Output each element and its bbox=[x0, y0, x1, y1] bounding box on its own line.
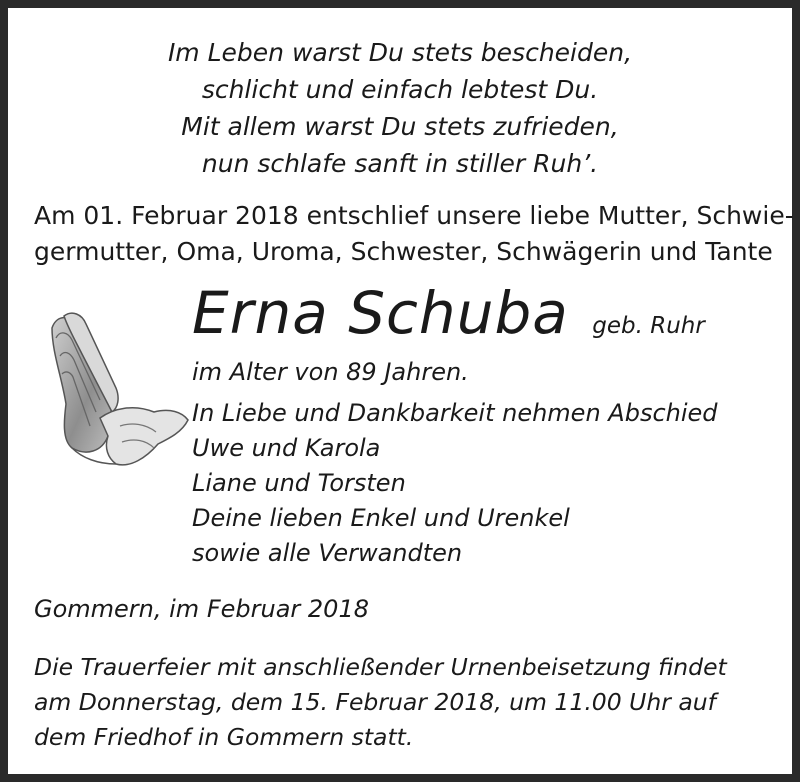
birth-name: geb. Ruhr bbox=[592, 313, 705, 339]
service-line: dem Friedhof in Gommern statt. bbox=[34, 723, 414, 751]
deceased-name-line bbox=[192, 280, 705, 359]
intro-line: germutter, Oma, Uroma, Schwester, Schwägerin und Tante bbox=[34, 237, 773, 266]
deceased-block bbox=[192, 280, 705, 389]
announcement-intro bbox=[34, 198, 794, 270]
poem-line: nun schlafe sanft in stiller Ruh’. bbox=[201, 149, 599, 178]
deceased-age: im Alter von 89 Jahren. bbox=[192, 358, 469, 386]
service-line: am Donnerstag, dem 15. Februar 2018, um 11.00 Uhr auf bbox=[34, 688, 716, 716]
obituary-notice bbox=[8, 8, 792, 774]
poem bbox=[8, 34, 792, 182]
mourners-line: Liane und Torsten bbox=[192, 469, 406, 497]
poem-line: Mit allem warst Du stets zufrieden, bbox=[181, 112, 619, 141]
mourners-line: sowie alle Verwandten bbox=[192, 539, 463, 567]
mourners-line: Deine lieben Enkel und Urenkel bbox=[192, 504, 570, 532]
intro-line: Am 01. Februar 2018 entschlief unsere liebe Mutter, Schwie- bbox=[34, 201, 794, 230]
place-date: Gommern, im Februar 2018 bbox=[34, 595, 369, 623]
praying-hands-icon bbox=[42, 308, 192, 488]
deceased-name: Erna Schuba bbox=[192, 279, 569, 347]
mourners-line: Uwe und Karola bbox=[192, 434, 381, 462]
funeral-service-info bbox=[34, 650, 774, 755]
poem-line: Im Leben warst Du stets bescheiden, bbox=[167, 38, 633, 67]
mourners-list bbox=[192, 396, 718, 571]
poem-line: schlicht und einfach lebtest Du. bbox=[201, 75, 599, 104]
mourners-line: In Liebe und Dankbarkeit nehmen Abschied bbox=[192, 399, 718, 427]
service-line: Die Trauerfeier mit anschließender Urnenbeisetzung findet bbox=[34, 653, 727, 681]
